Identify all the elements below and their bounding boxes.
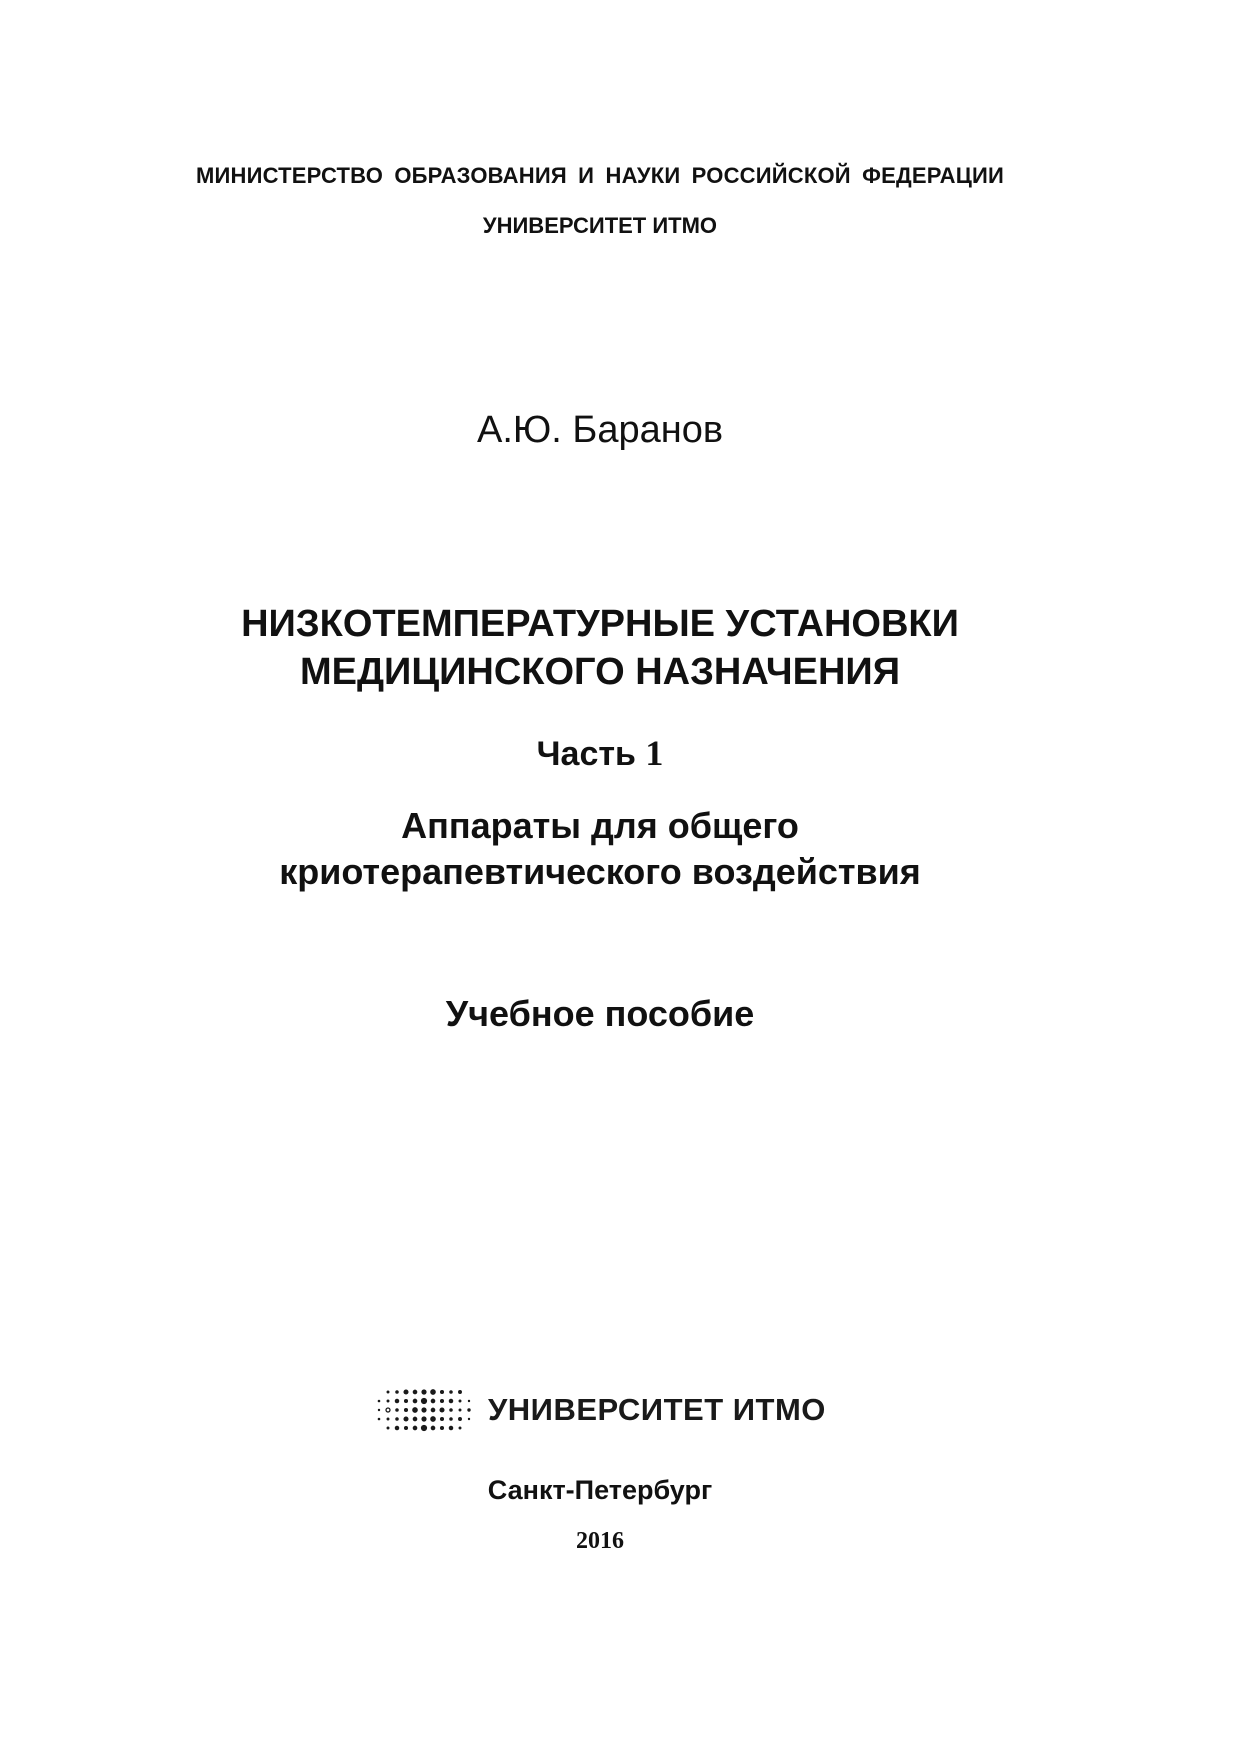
logo-dot	[449, 1390, 453, 1394]
logo-dot	[395, 1426, 400, 1431]
itmo-dots-logo-icon	[374, 1388, 474, 1432]
logo-dot	[413, 1426, 418, 1431]
logo-dot	[404, 1399, 408, 1403]
logo-dot	[458, 1390, 462, 1394]
part-number: 1	[645, 733, 664, 773]
logo-dot	[449, 1408, 453, 1412]
logo-dot	[421, 1398, 427, 1404]
logo-dot	[440, 1390, 444, 1394]
logo-dot	[430, 1416, 436, 1422]
logo-dot	[458, 1417, 462, 1421]
logo-dot	[412, 1407, 418, 1413]
logo-dot	[449, 1399, 454, 1404]
logo-dot	[459, 1427, 462, 1430]
logo-dot	[440, 1426, 444, 1430]
ministry-heading: МИНИСТЕРСТВО ОБРАЗОВАНИЯ И НАУКИ РОССИЙСКОЙ ФЕДЕРАЦИИ	[195, 163, 1005, 188]
logo-dot	[413, 1399, 418, 1404]
publication-year: 2016	[576, 1528, 624, 1554]
logo-dot	[395, 1399, 400, 1404]
part-heading	[0, 732, 1200, 774]
publication-city: Санкт-Петербург	[487, 1475, 713, 1505]
logo-dot	[395, 1417, 399, 1421]
logo-dot	[421, 1425, 427, 1431]
part-label: Часть	[536, 735, 636, 773]
logo-dot	[431, 1426, 436, 1431]
logo-dot	[378, 1400, 381, 1403]
logo-dot	[421, 1407, 426, 1412]
logo-dot	[431, 1399, 436, 1404]
logo-text: УНИВЕРСИТЕТ ИТМО	[488, 1392, 826, 1427]
logo-dot	[449, 1426, 454, 1431]
author-name: А.Ю. Баранов	[476, 409, 724, 451]
logo-dot	[430, 1389, 436, 1395]
logo-dot	[413, 1390, 418, 1395]
logo-dot	[395, 1390, 399, 1394]
logo-dot	[421, 1416, 426, 1421]
logo-dot	[395, 1408, 399, 1412]
itmo-logo	[374, 1388, 826, 1432]
logo-dot	[404, 1426, 408, 1430]
logo-dot	[459, 1400, 462, 1403]
logo-dot	[440, 1399, 444, 1403]
logo-dot	[413, 1417, 418, 1422]
subtitle-line-1: Аппараты для общего	[401, 805, 799, 846]
logo-dot	[468, 1418, 470, 1420]
logo-dot	[403, 1389, 408, 1394]
logo-dot	[421, 1389, 426, 1394]
document-type: Учебное пособие	[445, 993, 755, 1034]
book-title-line-1: НИЗКОТЕМПЕРАТУРНЫЕ УСТАНОВКИ	[241, 603, 959, 645]
logo-dot	[431, 1408, 436, 1413]
logo-dot	[439, 1407, 444, 1412]
logo-dot	[387, 1391, 390, 1394]
logo-dot	[459, 1409, 462, 1412]
logo-dot	[387, 1400, 390, 1403]
logo-dot	[378, 1418, 381, 1421]
book-title-line-2: МЕДИЦИНСКОГО НАЗНАЧЕНИЯ	[299, 651, 901, 693]
logo-dot	[386, 1408, 390, 1412]
logo-dot	[387, 1418, 390, 1421]
logo-dot	[449, 1417, 453, 1421]
logo-dot	[468, 1400, 470, 1402]
logo-dot	[378, 1409, 380, 1411]
university-heading: УНИВЕРСИТЕТ ИТМО	[482, 213, 718, 238]
logo-dot	[467, 1408, 470, 1411]
logo-dot	[440, 1417, 444, 1421]
subtitle-line-2: криотерапевтического воздействия	[279, 851, 921, 892]
logo-dot	[387, 1427, 390, 1430]
logo-dot	[403, 1416, 408, 1421]
logo-dot	[404, 1408, 408, 1412]
